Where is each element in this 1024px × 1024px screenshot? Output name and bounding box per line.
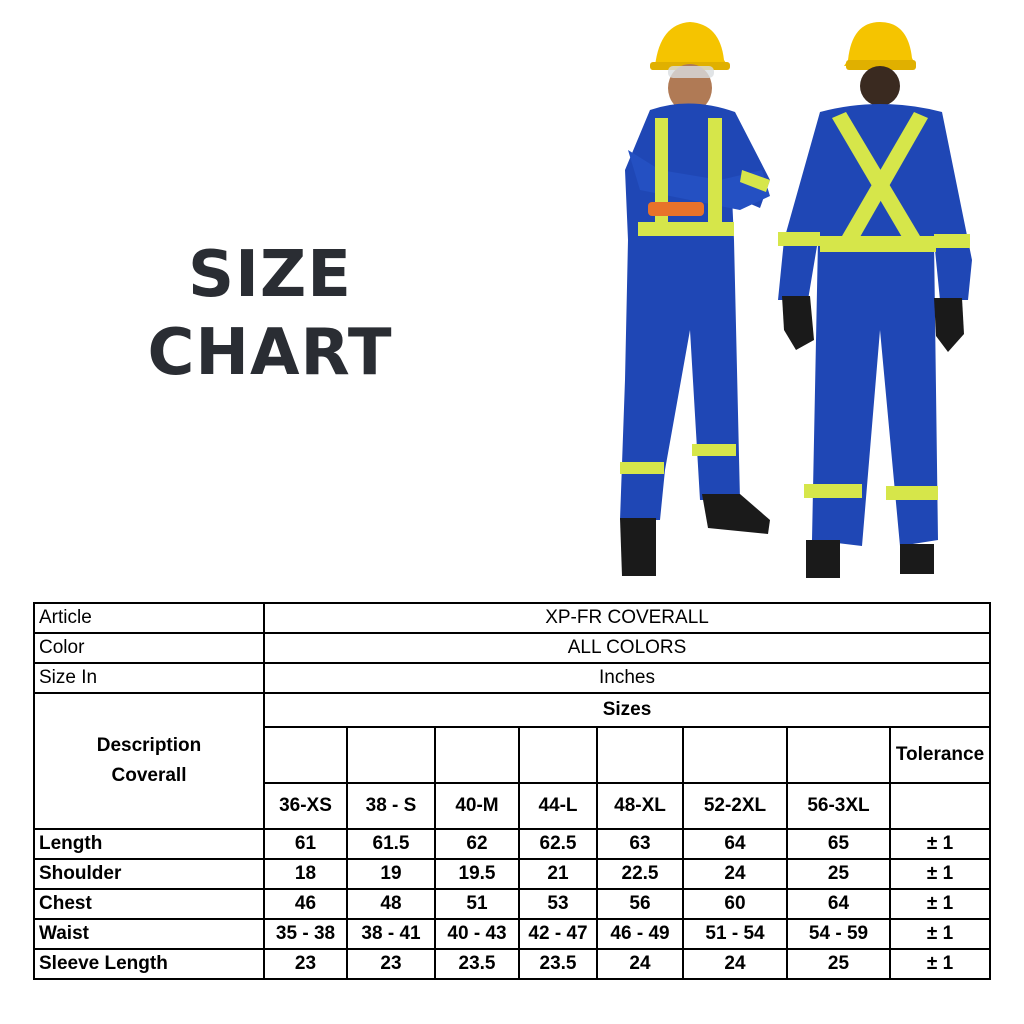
- front-worker-figure: [620, 22, 770, 576]
- row-label: Sleeve Length: [34, 949, 264, 979]
- cell-value: 19: [347, 859, 435, 889]
- cell-value: 19.5: [435, 859, 519, 889]
- cell-value: 25: [787, 949, 890, 979]
- cell-value: 62.5: [519, 829, 597, 859]
- article-label: Article: [34, 603, 264, 633]
- cell-value: 24: [683, 949, 787, 979]
- cell-value: 61: [264, 829, 347, 859]
- blank-cell: [347, 727, 435, 783]
- title-line-1: SIZE: [187, 238, 353, 312]
- size-label: 36-XS: [264, 783, 347, 829]
- blank-cell: [787, 727, 890, 783]
- size-label: 38 - S: [347, 783, 435, 829]
- size-in-value: Inches: [264, 663, 990, 693]
- cell-value: 62: [435, 829, 519, 859]
- description-line-2: Coverall: [111, 765, 187, 786]
- size-chart-title: [100, 236, 440, 392]
- cell-value: 53: [519, 889, 597, 919]
- tolerance-value: ± 1: [890, 859, 990, 889]
- cell-value: 65: [787, 829, 890, 859]
- cell-value: 35 - 38: [264, 919, 347, 949]
- cell-value: 51 - 54: [683, 919, 787, 949]
- cell-value: 56: [597, 889, 683, 919]
- color-value: ALL COLORS: [264, 633, 990, 663]
- row-label: Shoulder: [34, 859, 264, 889]
- cell-value: 54 - 59: [787, 919, 890, 949]
- cell-value: 64: [787, 889, 890, 919]
- cell-value: 63: [597, 829, 683, 859]
- table-row: [34, 949, 990, 979]
- cell-value: 23: [264, 949, 347, 979]
- back-worker-figure: [778, 22, 972, 578]
- cell-value: 25: [787, 859, 890, 889]
- size-label: 56-3XL: [787, 783, 890, 829]
- tolerance-header: Tolerance: [890, 727, 990, 783]
- size-in-row: [34, 663, 990, 693]
- row-label: Length: [34, 829, 264, 859]
- size-in-label: Size In: [34, 663, 264, 693]
- cell-value: 23: [347, 949, 435, 979]
- blank-cell: [519, 727, 597, 783]
- table-row: [34, 859, 990, 889]
- blank-cell: [264, 727, 347, 783]
- article-row: [34, 603, 990, 633]
- tolerance-spacer: [890, 783, 990, 829]
- sizes-heading-row: [34, 693, 990, 727]
- cell-value: 24: [683, 859, 787, 889]
- tolerance-value: ± 1: [890, 919, 990, 949]
- cell-value: 40 - 43: [435, 919, 519, 949]
- blank-cell: [597, 727, 683, 783]
- table-row: [34, 889, 990, 919]
- cell-value: 23.5: [435, 949, 519, 979]
- table-row: [34, 919, 990, 949]
- cell-value: 60: [683, 889, 787, 919]
- cell-value: 64: [683, 829, 787, 859]
- cell-value: 51: [435, 889, 519, 919]
- blank-cell: [683, 727, 787, 783]
- row-label: Waist: [34, 919, 264, 949]
- color-row: [34, 633, 990, 663]
- cell-value: 23.5: [519, 949, 597, 979]
- cell-value: 38 - 41: [347, 919, 435, 949]
- tolerance-value: ± 1: [890, 949, 990, 979]
- blank-cell: [435, 727, 519, 783]
- description-header: [34, 693, 264, 829]
- tolerance-value: ± 1: [890, 889, 990, 919]
- table-row: [34, 829, 990, 859]
- title-line-2: CHART: [147, 316, 393, 390]
- cell-value: 46: [264, 889, 347, 919]
- color-label: Color: [34, 633, 264, 663]
- size-label: 52-2XL: [683, 783, 787, 829]
- size-chart-table: [33, 602, 991, 980]
- size-label: 40-M: [435, 783, 519, 829]
- article-value: XP-FR COVERALL: [264, 603, 990, 633]
- cell-value: 24: [597, 949, 683, 979]
- cell-value: 46 - 49: [597, 919, 683, 949]
- cell-value: 42 - 47: [519, 919, 597, 949]
- sizes-heading: Sizes: [264, 693, 990, 727]
- size-label: 44-L: [519, 783, 597, 829]
- tolerance-value: ± 1: [890, 829, 990, 859]
- description-line-1: Description: [96, 735, 202, 756]
- cell-value: 48: [347, 889, 435, 919]
- size-label: 48-XL: [597, 783, 683, 829]
- product-photo: [600, 14, 990, 584]
- cell-value: 18: [264, 859, 347, 889]
- cell-value: 22.5: [597, 859, 683, 889]
- cell-value: 21: [519, 859, 597, 889]
- cell-value: 61.5: [347, 829, 435, 859]
- row-label: Chest: [34, 889, 264, 919]
